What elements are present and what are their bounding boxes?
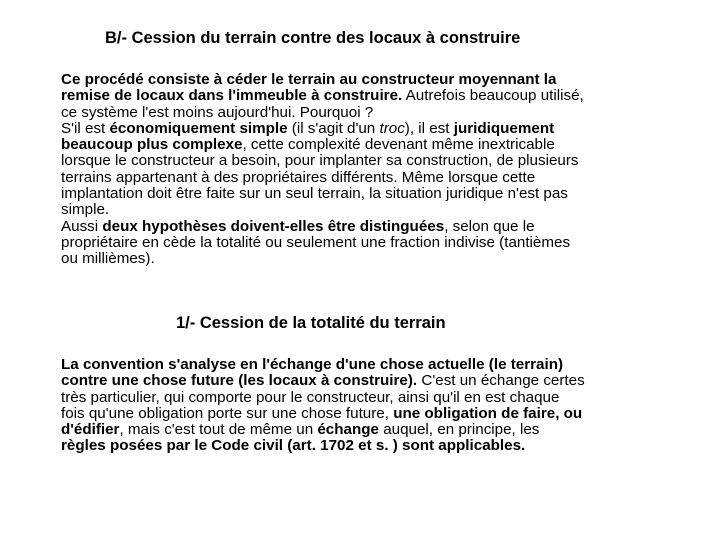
text-run: ou millièmes). xyxy=(61,250,155,268)
text-run: , cette complexité devenant même inextricable xyxy=(242,136,555,154)
text-run: , mais c'est tout de même un xyxy=(119,421,318,439)
bold-text: échange xyxy=(317,421,379,439)
text-run: simple. xyxy=(61,201,110,219)
text-run: propriétaire en cède la totalité ou seulement une fraction indivise (tantièmes xyxy=(61,233,571,251)
text-line xyxy=(61,105,685,121)
text-run: terrains appartenant à des propriétaires différents. Même lorsque cette xyxy=(61,168,536,186)
bold-text: règles posées par le Code civil (art. 1702 et s. ) sont applicables. xyxy=(61,437,526,455)
section-1-heading: 1/- Cession de la totalité du terrain xyxy=(176,314,446,332)
text-run: implantation doit être faite sur un seul terrain, la situation juridique n'est pas xyxy=(61,185,568,203)
bold-text: d'édifier xyxy=(61,421,120,439)
text-line xyxy=(61,153,685,169)
bold-text: remise de locaux dans l'immeuble à construire. xyxy=(61,87,403,105)
text-run: ce système l'est moins aujourd'hui. Pourquoi ? xyxy=(61,103,374,121)
text-run: très particulier, qui comporte pour le constructeur, ainsi qu'il en est chaque xyxy=(61,388,560,406)
bold-text: une obligation de faire, ou xyxy=(393,404,583,422)
text-run: (il s'agit d'un xyxy=(287,119,380,137)
text-run: ), il est xyxy=(404,119,454,137)
text-run: fois qu'une obligation porte sur une chose future, xyxy=(61,404,394,422)
bold-text: Ce procédé consiste à céder le terrain au constructeur moyennant la xyxy=(61,71,557,88)
text-line xyxy=(61,357,685,373)
italic-text: troc xyxy=(379,119,405,137)
bold-text: deux hypothèses doivent-elles être distinguées xyxy=(102,217,445,235)
text-line xyxy=(61,137,685,153)
text-run: , selon que le xyxy=(444,217,535,235)
text-run: Aussi xyxy=(61,217,103,235)
bold-text: juridiquement xyxy=(453,119,555,137)
section-b-body xyxy=(61,72,685,268)
text-run: auquel, en principe, les xyxy=(378,421,540,439)
text-line xyxy=(61,251,685,267)
section-1-body xyxy=(61,357,685,455)
text-line xyxy=(61,121,685,137)
text-line xyxy=(61,406,685,422)
text-line xyxy=(61,235,685,251)
text-line xyxy=(61,170,685,186)
text-run: S'il est xyxy=(61,119,110,137)
bold-text: La convention s'analyse en l'échange d'une chose actuelle (le terrain) xyxy=(61,356,564,373)
text-line xyxy=(61,88,685,104)
text-run: lorsque le constructeur a besoin, pour implanter sa construction, de plusieurs xyxy=(61,152,579,170)
bold-text: beaucoup plus complexe xyxy=(61,136,243,154)
text-line xyxy=(61,219,685,235)
bold-text: contre une chose future (les locaux à construire). xyxy=(61,372,418,390)
text-line xyxy=(61,438,685,454)
section-b-heading: B/- Cession du terrain contre des locaux à construire xyxy=(105,29,521,47)
text-line xyxy=(61,186,685,202)
text-line xyxy=(61,422,685,438)
text-line xyxy=(61,202,685,218)
text-run: Autrefois beaucoup utilisé, xyxy=(402,87,584,105)
text-line xyxy=(61,390,685,406)
text-run: C'est un échange certes xyxy=(417,372,585,390)
text-line xyxy=(61,72,685,88)
text-line xyxy=(61,373,685,389)
bold-text: économiquement simple xyxy=(109,119,288,137)
